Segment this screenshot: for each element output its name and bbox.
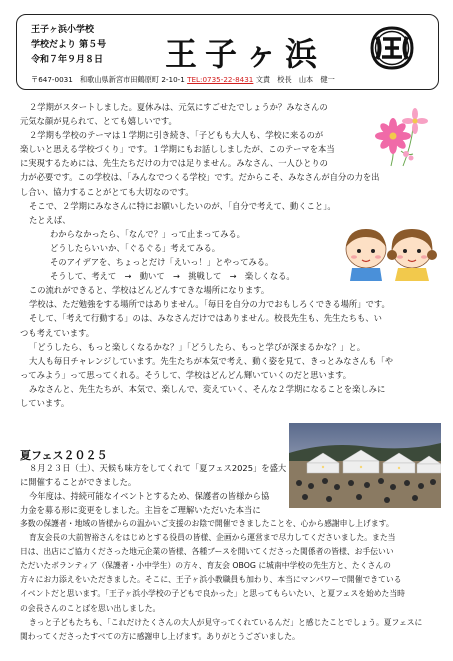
text-line: に実現するためには、先生たちだけの力では足りません。みなさん、一人ひとりの [20,158,328,169]
text-line: 力金を募る形に変更をしました。主旨をご理解いただいた本当に [20,505,261,516]
text-line: そのアイデアを、ちょっとだけ「えいっ！」とやってみる。 [50,257,274,268]
text-line: そうして、考えて → 動いて → 挑戦して → 楽しくなる。 [50,271,295,282]
text-line: 大人も毎日チャレンジしています。先生たちが本気で考え、動く姿を見て、きっとみなさんも「や [29,355,394,366]
text-line: みなさんと、先生たちが、本気で、楽しんで、変えていく、そんな２学期になることを楽しみに [29,383,386,394]
text-line: 日は、出店にご協力くださった地元企業の皆様、各種ブースを開いてくださった関係者の皆様、お手伝いい [20,547,394,557]
summer-festival-photo [289,423,441,508]
text-line: 方々にお力添えをいただきました。そこに、王子ヶ浜小教職員も加わり、本当にマンパワーで開催できている [20,575,402,585]
text-line: 楽しいと思える学校づくり」です。１学期にもお話ししましたが、このテーマを本当 [20,144,335,155]
newsletter-issue: 学校だより 第５号 [31,40,107,50]
author-line: 文責 校長 山本 健一 [255,75,335,84]
text-line: この流れができると、学校はどんどんすてきな場所になります。 [29,285,270,296]
newsletter-header [16,14,439,90]
text-line: 多数の保護者・地域の皆様からの温かいご支援のお陰で開催できましたことを、心から感謝申し上げます。 [20,519,394,528]
text-line: 元気な顔が見られて、とても嬉しいです。 [20,116,177,127]
text-line: どうしたらいいか、「ぐるぐる」考えてみる。 [50,242,221,253]
text-line: ２学期がスタートしました。夏休みは、元気にすごせたでしょうか？みなさんの [29,102,328,112]
newsletter-title: 王子ヶ浜 [165,35,326,73]
text-line: そして、「考えて行動する」のは、みなさんだけではありません。校長先生も、先生たちも、い [29,313,382,324]
phone-number[interactable]: TEL:0735-22-8431 [187,75,254,84]
text-line: イベントだと思います。「王子ヶ浜小学校の子どもで良かった」と思ってもらいたい、と夏フェスを始めた当時 [20,589,405,599]
school-name: 王子ヶ浜小学校 [31,25,95,35]
text-line: ８月２３日（土）、天候も味方をしてくれて「夏フェス2025」を盛大 [29,463,287,473]
text-line: の会長さんのことばを思い出しました。 [20,603,161,613]
issue-date: 令和７年９月８日 [31,55,104,65]
text-line: きっと子どもたちも、「これだけたくさんの大人が見守ってくれているんだ」と感じたことでしょう。夏フェスに [29,617,423,627]
section-title-natsufes: 夏フェス２０２５ [20,449,108,462]
text-line: しています。 [20,397,70,408]
text-line: 「どうしたら、もっと楽しくなるかな？」「どうしたら、もっと学びが深まるかな？」と。 [29,341,366,352]
text-line: ２学期も学校のテーマは１学期に引き続き、「子どもも大人も、学校に来るのが [29,130,324,141]
text-line: ってみよう」って思ってくれる。そうして、学校はどんどん輝いていくのだと思います。 [20,369,352,380]
text-line: たとえば、 [29,214,71,225]
school-emblem-icon [369,25,415,71]
school-info [31,23,106,68]
postal-address: 〒647-0031 和歌山県新宮市田鶴原町 2-10-1 [31,75,185,84]
text-line: つも考えています。 [20,327,95,338]
children-illustration-icon [336,225,440,281]
text-line: に開催することができました。 [20,477,137,488]
text-line: そこで、２学期にみなさんに特にお願いしたいのが、「自分で考えて、動くこと」。 [29,200,336,211]
text-line: 関わってくださったすべての方に感謝申し上げます。ありがとうございました。 [20,631,300,641]
text-line: 今年度は、持続可能なイベントとするため、保護者の皆様から協 [29,491,270,502]
text-line: わからなかったら、「なんで？」って止まってみる。 [50,228,245,239]
text-line: 力が必要です。この学校は、「みんなでつくる学校」です。だからこそ、みなさんが自分の力を出 [20,172,380,183]
text-line: し合い、協力することがとても大切なのです。 [20,186,194,197]
text-line: ただいたボランティア（保護者・小中学生）の方々、育友会 OBOG に城南中学校の先生方と、たくさんの [20,561,391,571]
address-line [31,75,335,85]
natsufes-body [20,517,440,644]
text-line: 学校は、ただ勉強をする場所ではありません。「毎日を自分の力でおもしろくできる場所」です。 [29,299,390,310]
natsufes-intro [20,461,288,517]
text-line: 育友会長の大前智裕さんをはじめとする役員の皆様、企画から運営まで尽力してくださいました。また当 [29,533,396,543]
